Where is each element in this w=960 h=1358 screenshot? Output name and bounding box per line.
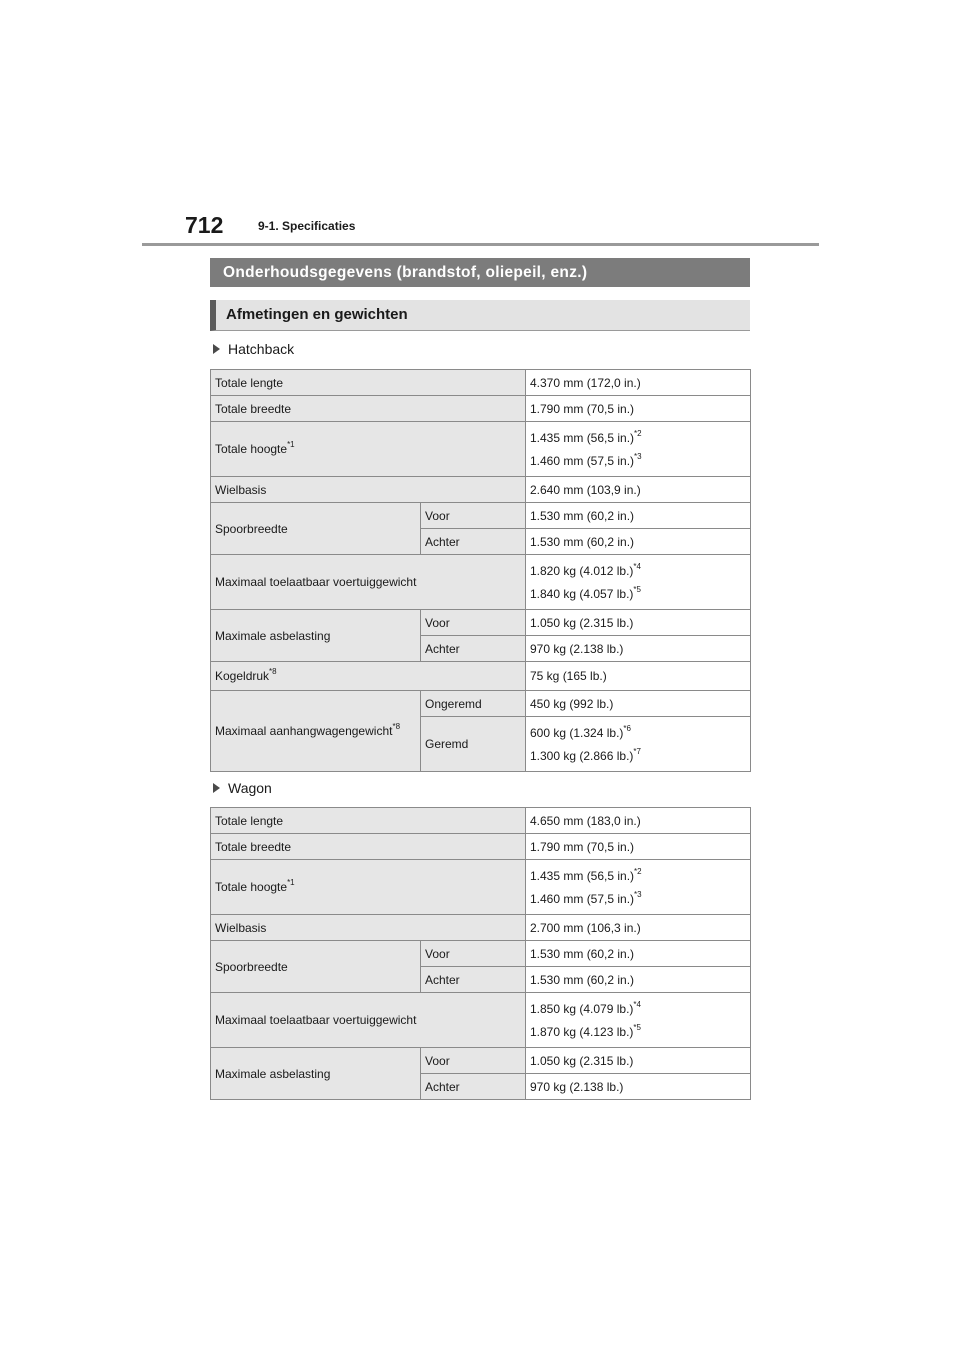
footnote-marker: *8	[392, 722, 401, 731]
footnote-marker: *2	[634, 428, 642, 438]
row-value: 1.850 kg (4.079 lb.)$^{*4}$ 1.870 kg (4.123 lb.)$^{*5}$	[526, 993, 751, 1048]
table-row	[211, 396, 751, 422]
footnote-marker: *3	[634, 451, 642, 461]
row-value: 450 kg (992 lb.)	[526, 691, 751, 717]
row-value: 970 kg (2.138 lb.)	[526, 1074, 751, 1100]
row-value: 1.790 mm (70,5 in.)	[526, 834, 751, 860]
row-label: Totale lengte	[211, 370, 526, 396]
footnote-marker: *6	[623, 723, 631, 733]
row-label: Totale hoogte$^{*1}$	[211, 860, 526, 915]
row-label: Wielbasis	[211, 477, 526, 503]
row-label: Totale breedte	[211, 834, 526, 860]
sub-label: Achter	[421, 967, 526, 993]
row-value: 600 kg (1.324 lb.)$^{*6}$ 1.300 kg (2.866 lb.)$^{*7}$	[526, 717, 751, 772]
row-label: Kogeldruk$^{*8}$	[211, 662, 526, 691]
row-value: 4.650 mm (183,0 in.)	[526, 808, 751, 834]
row-value: 1.050 kg (2.315 lb.)	[526, 1048, 751, 1074]
table-row	[211, 860, 751, 915]
footnote-marker: *4	[633, 561, 641, 571]
table-row	[211, 422, 751, 477]
footnote-marker: *1	[287, 878, 295, 887]
table-row	[211, 610, 751, 636]
section-banner: Onderhoudsgegevens (brandstof, oliepeil, enz.)	[210, 258, 750, 287]
row-label: Maximale asbelasting	[211, 1048, 421, 1100]
variant-label: Wagon	[228, 780, 272, 796]
table-row	[211, 370, 751, 396]
row-value: 4.370 mm (172,0 in.)	[526, 370, 751, 396]
row-label: Spoorbreedte	[211, 941, 421, 993]
table-row	[211, 503, 751, 529]
footnote-marker: *7	[633, 746, 641, 756]
table-row	[211, 1048, 751, 1074]
sub-label: Voor	[421, 503, 526, 529]
row-value: 1.530 mm (60,2 in.)	[526, 967, 751, 993]
footnote-marker: *4	[633, 999, 641, 1009]
table-row	[211, 941, 751, 967]
arrow-right-icon	[213, 344, 220, 354]
sub-label: Achter	[421, 529, 526, 555]
row-label: Maximaal toelaatbaar voertuiggewicht	[211, 555, 526, 610]
sub-label: Achter	[421, 636, 526, 662]
table-row	[211, 691, 751, 717]
row-value: 1.050 kg (2.315 lb.)	[526, 610, 751, 636]
row-label: Maximaal aanhangwagengewicht$^{*8}$	[211, 691, 421, 772]
page-number: 712	[185, 212, 224, 238]
row-value: 1.790 mm (70,5 in.)	[526, 396, 751, 422]
row-label: Maximaal toelaatbaar voertuiggewicht	[211, 993, 526, 1048]
footnote-marker: *3	[634, 889, 642, 899]
table-row	[211, 662, 751, 691]
sub-label: Achter	[421, 1074, 526, 1100]
row-value: 75 kg (165 lb.)	[526, 662, 751, 691]
row-label: Totale lengte	[211, 808, 526, 834]
footnote-marker: *1	[287, 440, 295, 449]
row-label: Maximale asbelasting	[211, 610, 421, 662]
table-row	[211, 993, 751, 1048]
variant-label: Hatchback	[228, 341, 295, 357]
table-row	[211, 834, 751, 860]
header-divider	[142, 243, 819, 246]
sub-label: Voor	[421, 1048, 526, 1074]
row-label: Totale breedte	[211, 396, 526, 422]
hatchback-spec-table	[210, 369, 751, 772]
row-value: 1.435 mm (56,5 in.)$^{*2}$ 1.460 mm (57,5 in.)$^{*3}$	[526, 422, 751, 477]
row-label: Wielbasis	[211, 915, 526, 941]
variant-heading-hatchback	[213, 341, 294, 357]
wagon-spec-table	[210, 807, 751, 1100]
row-value: 1.530 mm (60,2 in.)	[526, 529, 751, 555]
subheading: Afmetingen en gewichten	[210, 300, 750, 331]
footnote-marker: *2	[634, 866, 642, 876]
sub-label: Ongeremd	[421, 691, 526, 717]
footnote-marker: *5	[633, 1022, 641, 1032]
footnote-marker: *5	[633, 584, 641, 594]
footnote-marker: *8	[269, 667, 277, 676]
section-title: 9-1. Specificaties	[258, 219, 356, 233]
table-row	[211, 477, 751, 503]
row-value: 2.700 mm (106,3 in.)	[526, 915, 751, 941]
table-row	[211, 555, 751, 610]
sub-label: Geremd	[421, 717, 526, 772]
sub-label: Voor	[421, 941, 526, 967]
row-label: Spoorbreedte	[211, 503, 421, 555]
table-row	[211, 915, 751, 941]
row-value: 1.820 kg (4.012 lb.)$^{*4}$ 1.840 kg (4.057 lb.)$^{*5}$	[526, 555, 751, 610]
sub-label: Voor	[421, 610, 526, 636]
row-value: 1.530 mm (60,2 in.)	[526, 503, 751, 529]
row-value: 970 kg (2.138 lb.)	[526, 636, 751, 662]
row-value: 1.530 mm (60,2 in.)	[526, 941, 751, 967]
variant-heading-wagon	[213, 780, 272, 796]
row-label: Totale hoogte$^{*1}$	[211, 422, 526, 477]
row-value: 2.640 mm (103,9 in.)	[526, 477, 751, 503]
row-value: 1.435 mm (56,5 in.)$^{*2}$ 1.460 mm (57,5 in.)$^{*3}$	[526, 860, 751, 915]
table-row	[211, 808, 751, 834]
arrow-right-icon	[213, 783, 220, 793]
